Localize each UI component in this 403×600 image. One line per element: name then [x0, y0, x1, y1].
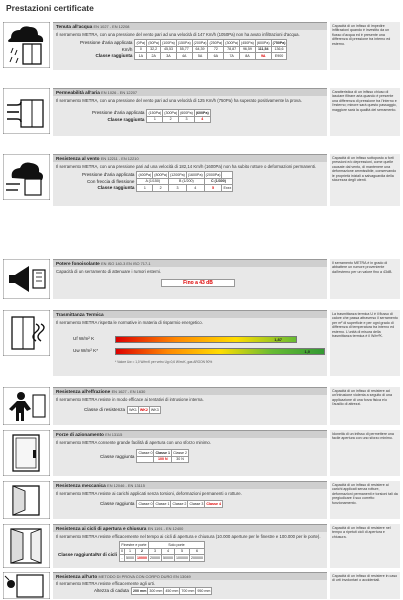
cell: 136,6 [271, 46, 287, 53]
section-title: Resistenza ai cicli di apertura e chiusura [56, 526, 147, 531]
cell: 3 [169, 185, 187, 192]
label-class: Classe raggiunta/Nr di cicli [58, 552, 117, 558]
section-text: Il serramento METRA resiste efficacemente agli urti. [56, 581, 156, 586]
forces-class-table [99, 449, 189, 463]
cell: (200Pa) [193, 40, 207, 45]
cell: 200 mm [133, 588, 147, 593]
cell: 1 [147, 116, 163, 123]
cell: 4A [176, 53, 192, 60]
burglar-icon [3, 387, 50, 425]
cell: 300 mm [149, 588, 163, 593]
label-class: Classe raggiunta [95, 53, 133, 59]
section-standard: METODO DI PROVA CON CORPO DURO EN 13049 [98, 574, 191, 579]
section-air-permeability [3, 88, 400, 136]
label-pressure: Pressione d'aria applicata [92, 110, 145, 116]
mechanical-class-table [99, 500, 223, 508]
cell: (400Pa) [138, 172, 152, 177]
label-pressure: Pressione d'aria applicata [80, 40, 133, 46]
burglary-class-table [83, 406, 161, 414]
section-standard: EN 12046 - EN 13115 [107, 483, 145, 488]
cell: 700 mm [181, 588, 195, 593]
cell: (600Pa) [180, 110, 193, 115]
cell: (250Pa) [209, 40, 223, 45]
cell: 8A [240, 53, 256, 60]
cell: (1200Pa) [170, 172, 185, 177]
cell: 2 [153, 185, 169, 192]
wind-window-icon [3, 88, 50, 134]
cell: 6A [208, 53, 224, 60]
cell: 0 [135, 46, 147, 53]
cell: (100Pa) [162, 40, 175, 45]
sound-value: Fino a 43 dB [161, 279, 235, 287]
cell: 32,2 [147, 46, 161, 53]
rain-cloud-window-icon [3, 22, 50, 68]
header-windows: Finestre e porte [121, 542, 147, 547]
cell: 9A [255, 53, 271, 60]
cell: (2000Pa) [205, 172, 221, 177]
cell: 4 [194, 116, 210, 123]
section-thermal-transmittance [3, 310, 400, 376]
cell: 1A [135, 53, 147, 60]
impact-class-table [93, 587, 212, 595]
section-description: Capacità di un infisso sottoposto a forti pressioni e/o depressioni, come quelle causate dal vento, di mantenere una deformazione ammissibile, conservando le proprietà iniziali a salvaguardia della sicurezza degli utenti. [330, 154, 400, 206]
impact-window-icon [3, 572, 50, 599]
cell: Classe 1 [155, 450, 171, 455]
cell: (300Pa) [164, 110, 178, 115]
cell: 4 [186, 185, 204, 192]
section-body [53, 430, 327, 476]
section-burglary-resistance [3, 387, 400, 425]
section-description: La trasmittanza termica U è il flusso di calore che passa attraverso il serramento per m² di superficie e per ogni grado di differenza di temperatura tra interno ed esterno. L'unità di misura della trasmittanza termica è il W/m²K. [330, 310, 400, 376]
cell: 200000 [190, 555, 203, 560]
section-wind-resistance [3, 154, 400, 206]
cell: 5 [174, 548, 189, 555]
cell: 950 mm [197, 588, 211, 593]
cell: Classe 1 [155, 501, 170, 506]
thermal-window-icon [3, 310, 50, 356]
label-deflection: Con freccia di flessione [86, 178, 135, 184]
cell: 72 [208, 46, 224, 53]
cell: 1 [137, 185, 153, 192]
cell: 100 N [154, 456, 172, 463]
label-uf: Uf W/m² K [73, 336, 95, 341]
label-uw: Uw W/m² K* [73, 348, 99, 353]
section-text: Il serramento METRA resiste efficacemente nel tempo ai cicli di apertura e chiusura (10.000 aperture per le finestre e 100.000 per le porte). [56, 534, 321, 539]
cell: 50000 [162, 555, 173, 560]
cell: - [121, 555, 123, 560]
cell: 64,39 [192, 46, 208, 53]
section-description: Capacità di un infisso di resistere nel tempo a ripetuti cicli di apertura e chiusura. [330, 524, 400, 568]
cell: WK2 [139, 407, 148, 412]
cell: Classe 2 [173, 450, 188, 455]
section-description: Capacità di un infisso di resistere in caso di urti involontari o accidentali. [330, 572, 400, 599]
cell: 20000 [149, 555, 160, 560]
cell: 100000 [175, 555, 188, 560]
section-text: Il serramento METRA, con una pressione del vento pari ad una velocità di 147 Km/h (1050Pa) non ha avuto infiltrazioni d'acqua. [56, 32, 300, 37]
cell: Classe 3 [189, 501, 204, 506]
cell: 30 N [172, 456, 189, 463]
section-description: Idoneità di un infisso di permettere una facile apertura con uno sforzo minimo. [330, 430, 400, 476]
section-body [53, 572, 327, 599]
cell: Exxx [223, 185, 232, 190]
cell: (150Pa) [148, 110, 162, 115]
cell: (1600Pa) [187, 172, 203, 177]
cell: 2 [135, 548, 148, 555]
section-water-tightness [3, 22, 400, 70]
cell: Classe 0 [138, 450, 153, 455]
header-doors: Solo porte [148, 542, 204, 549]
cycles-class-table [57, 541, 205, 562]
section-title: Tenuta all'acqua [56, 24, 93, 29]
section-body [53, 22, 327, 70]
cell: 6 [189, 548, 204, 555]
section-impact-resistance [3, 572, 400, 599]
section-text: Capacità di un serramento di attenuare i rumori esterni. [56, 269, 162, 274]
section-text: Il serramento METRA resiste in modo efficace ai tentativi di intrusione interna. [56, 397, 204, 402]
section-standard: EN ISO 140-3 EN ISO 717-1 [101, 261, 151, 266]
open-window-icon [3, 481, 50, 519]
section-text: Il serramento METRA consente grande facilità di apertura con uno sforzo minimo. [56, 440, 212, 445]
cell: E900 [271, 53, 287, 60]
cell: B (1/200) [169, 178, 205, 185]
page-title: Prestazioni certificate [6, 3, 94, 13]
cell: 10000 [136, 555, 147, 560]
uf-value: 1,87 [274, 336, 282, 342]
label-height: Altezza di caduta [94, 588, 129, 594]
section-description: Il serramento METRA è in grado di abbattere un rumore proveniente dall'esterno per un valore fino a 43dB. [330, 259, 400, 299]
section-description: Caratteristica di un infisso chiuso di lasciare filtrare aria quando è presente una differenza di pressione tra l'interno e l'esterno; minore sarà questo passaggio, maggiore sarà la qualità del serramento. [330, 88, 400, 136]
folding-window-icon [3, 524, 50, 568]
cell: 78,87 [224, 46, 240, 53]
section-title: Potere fonoisolante [56, 261, 100, 266]
cell: 1 [124, 548, 135, 555]
section-text: Il serramento METRA, con una pressione pari ad una velocità di 182,14 Km/h (1600Pa) non ha subito rotture o deformazioni permanenti. [56, 164, 317, 169]
water-class-table [79, 39, 287, 60]
cell: 3 [148, 548, 161, 555]
cell: (300Pa) [225, 40, 239, 45]
uf-bar [115, 336, 297, 343]
cell: 5 [204, 185, 222, 192]
section-body [53, 310, 327, 376]
cell: (600Pa) [195, 110, 209, 115]
storm-cloud-icon [3, 154, 50, 200]
cell: (450Pa) [241, 40, 254, 45]
air-class-table [91, 109, 211, 123]
cell: 55,77 [176, 46, 192, 53]
cell: 111,54 [255, 46, 271, 53]
label-class: Classe di resistenza [84, 407, 126, 413]
section-standard: EN 1027 - EN 12208 [93, 24, 130, 29]
section-title: Forze di azionamento [56, 432, 104, 437]
label-class: Classe raggiunta [107, 116, 145, 122]
label-pressure: Pressione d'aria applicata [82, 172, 135, 178]
section-standard: EN 1026 - EN 12207 [101, 90, 138, 95]
section-standard: EN 1627 - EN 1630 [111, 389, 146, 394]
label-class: Classe raggiunta [100, 501, 135, 507]
megaphone-icon [3, 259, 50, 299]
label-class: Classe raggiunta [100, 453, 135, 459]
cell: 3 [179, 116, 195, 123]
section-sound-insulation [3, 259, 400, 303]
section-body [53, 154, 327, 206]
cell: WK3 [150, 407, 159, 412]
label-class: Classe raggiunta [97, 185, 135, 191]
section-opening-cycles [3, 524, 400, 568]
cell: Classe 2 [172, 501, 187, 506]
section-description: Capacità di un infisso di resistere ai carichi applicati senza rotture, deformazioni permanenti e torsioni tali da pregiudicare il suo corretto funzionamento. [330, 481, 400, 519]
section-title: Resistenza all'effrazione [56, 389, 111, 394]
section-description: Capacità di un infisso di impedire infiltrazioni quando è investito da un flusso d'acqua ed è presente una differenza di pressione tra interno ed esterno. [330, 22, 400, 70]
cell: 2A [147, 53, 161, 60]
wind-class-table [81, 171, 233, 192]
uw-value: 1,0 [304, 348, 310, 354]
thermal-note: * Valore Uw = 1,0 W/m²K per vetro Ug=0,6 W/m²K, gas ARGON 90% [115, 360, 213, 364]
section-text: Il serramento METRA rispetta le normative in materia di risparmio energetico. [56, 320, 203, 325]
cell: 96,59 [240, 46, 256, 53]
section-mechanical-resistance [3, 481, 400, 519]
window-handle-icon [3, 430, 50, 476]
section-title: Permeabilità all'aria [56, 90, 100, 95]
section-body [53, 481, 327, 519]
cell: (150Pa) [177, 40, 191, 45]
section-title: Resistenza all'urto [56, 574, 98, 579]
cell: A (1/150) [137, 178, 169, 185]
cell: Classe 4 [206, 501, 222, 506]
cell: WK1 [129, 407, 137, 412]
section-description: Capacità di un infisso di resistere ad un'intrusione violenta a seguito di una applicazione di una forza fisica e/o l'ausilio di attrezzi. [330, 387, 400, 425]
section-standard: EN 12211 - EN 12210 [100, 156, 139, 161]
cell: 7A [224, 53, 240, 60]
uw-bar [115, 348, 325, 355]
cell: 450 mm [165, 588, 179, 593]
label-kmh: Km/h [121, 46, 133, 52]
section-body [53, 259, 327, 299]
section-body [53, 88, 327, 136]
cell: 3A [161, 53, 177, 60]
section-body [53, 524, 327, 568]
section-body [53, 387, 327, 425]
cell: 45,53 [161, 46, 177, 53]
section-text: Il serramento METRA resiste ai carichi applicati senza torsioni, deformazioni permanenti o rotture. [56, 491, 242, 496]
section-operating-forces [3, 430, 400, 476]
cell: 2 [163, 116, 179, 123]
section-title: Resistenza al vento [56, 156, 100, 161]
section-standard: EN 13115 [105, 432, 123, 437]
section-title: Resistenza meccanica [56, 483, 106, 488]
cell: (800Pa) [154, 172, 168, 177]
cell: 5000 [125, 555, 134, 560]
section-standard: EN 1191 - EN 12400 [147, 526, 184, 531]
cell: (50Pa) [148, 40, 160, 45]
cell: Classe 0 [138, 501, 153, 506]
section-title: Trasmittanza Termica [56, 312, 104, 317]
cell: (750Pa) [272, 40, 286, 45]
cell: 0 [120, 549, 123, 554]
cell: C (1/300) [204, 178, 233, 185]
cell: (0Pa) [136, 40, 146, 45]
cell: (600Pa) [256, 40, 270, 45]
section-text: Il serramento METRA, con una pressione del vento pari ad una velocità di 125 Km/h (750Pa) ha superato positivamente la prova. [56, 98, 302, 103]
cell: 4 [161, 548, 174, 555]
cell: 5A [192, 53, 208, 60]
